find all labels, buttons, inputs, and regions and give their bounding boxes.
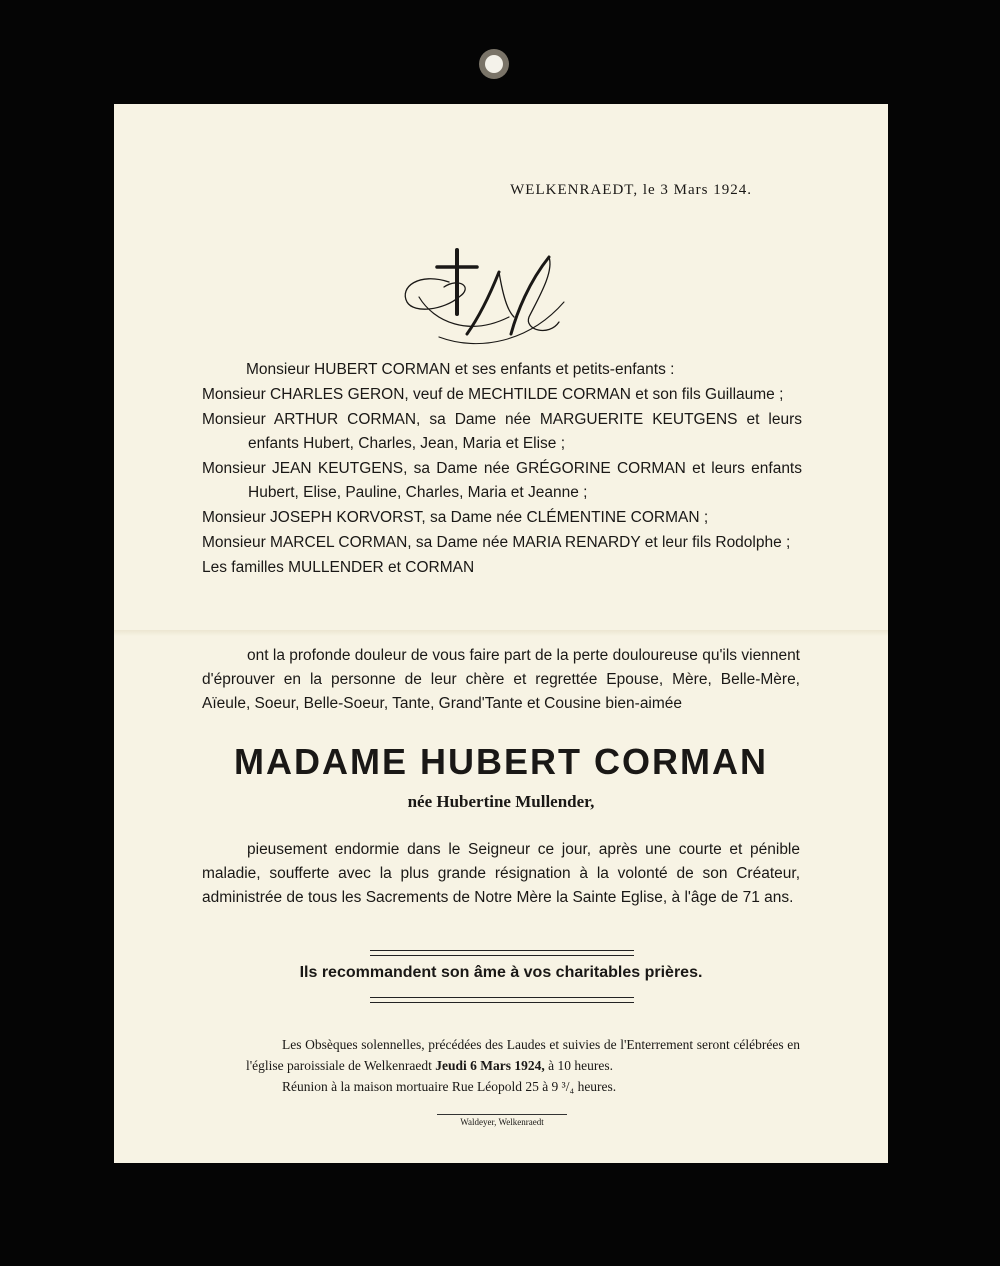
- maiden-name-line: née Hubertine Mullender,: [407, 792, 595, 811]
- funeral-time: à 10 heures.: [548, 1058, 614, 1073]
- announcement-paragraph: ont la profonde douleur de vous faire part de la perte douloureuse qu'ils viennent d'éprouver en la personne de leur chère et regrettée Epouse, Mère, Belle-Mère, Aïeule, Soeur, Belle-Soeur, Tante, Grand'Tante et Cousine bien-aimée: [202, 647, 800, 712]
- family-line: Monsieur MARCEL CORMAN, sa Dame née MARIA RENARDY et leur fils Rodolphe ;: [202, 534, 791, 551]
- family-line: Monsieur JOSEPH KORVORST, sa Dame née CLÉMENTINE CORMAN ;: [202, 509, 709, 526]
- cross-monogram-icon: [399, 242, 574, 362]
- family-list: [202, 358, 802, 580]
- funeral-text: Les Obsèques solennelles, précédées des Laudes et suivies de l'Enterrement seront célébrées en l'église paroissiale de Welkenraedt: [246, 1037, 800, 1073]
- family-line: Monsieur JEAN KEUTGENS, sa Dame née GRÉGORINE CORMAN et leurs enfants Hubert, Elise, Pauline, Charles, Maria et Jeanne ;: [202, 460, 802, 501]
- prayer-line: Ils recommandent son âme à vos charitables prières.: [299, 964, 703, 981]
- death-details-paragraph: pieusement endormie dans le Seigneur ce jour, après une courte et pénible maladie, soufferte avec la plus grande résignation à la volonté de son Créateur, administrée de tous les Sacrements de Notre Mère la Sainte Eglise, à l'âge de 71 ans.: [202, 841, 800, 906]
- hanging-hole: [479, 49, 509, 79]
- deceased-name: MADAME HUBERT CORMAN: [234, 741, 768, 782]
- funeral-paragraph: [246, 1034, 800, 1076]
- date-line: WELKENRAEDT, le 3 Mars 1924.: [510, 182, 752, 198]
- family-line: Les familles MULLENDER et CORMAN: [202, 559, 475, 576]
- family-line: Monsieur CHARLES GERON, veuf de MECHTILDE CORMAN et son fils Guillaume ;: [202, 386, 784, 403]
- double-rule-bottom: [370, 997, 634, 1003]
- death-notice-sheet: [114, 104, 888, 1163]
- family-line: Monsieur ARTHUR CORMAN, sa Dame née MARGUERITE KEUTGENS et leurs enfants Hubert, Charles, Jean, Maria et Elise ;: [202, 411, 802, 452]
- family-line: Monsieur HUBERT CORMAN et ses enfants et petits-enfants :: [246, 361, 675, 378]
- paper-fold: [114, 630, 888, 636]
- reunion-line: Réunion à la maison mortuaire Rue Léopold 25 à 9 ³/₄ heures.: [282, 1079, 617, 1094]
- double-rule-top: [370, 950, 634, 956]
- printer-credit: Waldeyer, Welkenraedt: [437, 1114, 567, 1127]
- funeral-date: Jeudi 6 Mars 1924,: [435, 1058, 545, 1073]
